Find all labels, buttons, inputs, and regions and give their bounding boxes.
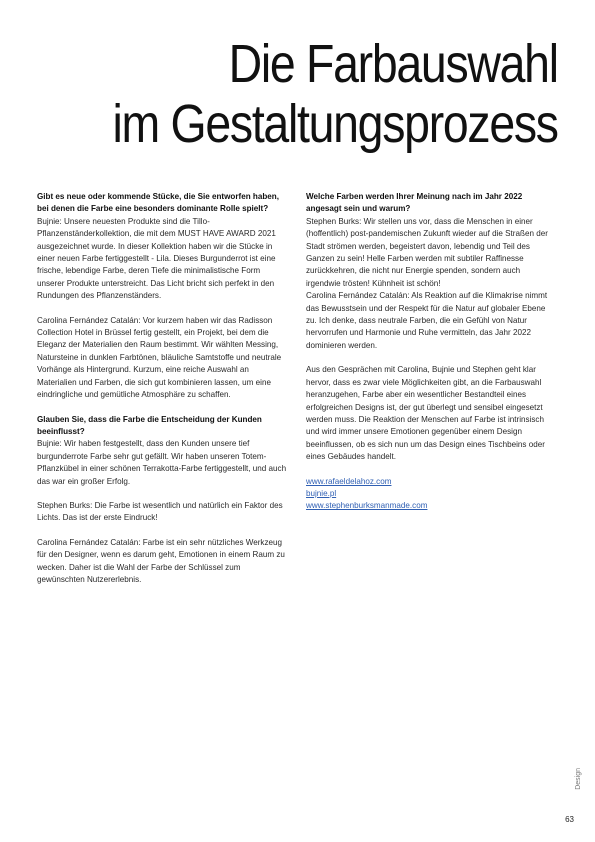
answer-carolina-2: Carolina Fernández Catalán: Farbe ist ein sehr nützliches Werkzeug für den Designer, wenn es darum geht, Emotionen in einem Raum zu wecken. Daher ist die Wahl der Farbe der Schlüssel zum gewünschten Nutzererlebnis. [37, 537, 285, 584]
summary-paragraph: Aus den Gesprächen mit Carolina, Bujnie und Stephen geht klar hervor, dass es zwar viele Möglichkeiten gibt, an die Farbauswahl heranzugehen, Farbe aber ein wesentlicher Bestandteil eines erfolgreichen Designs ist, der gut überlegt und sensibel eingesetzt werden muss. Die Reaktion der Menschen auf Farbe ist intrinsisch und wird immer unsere Emotionen gegenüber einem Design beeinflussen, ob es sich nun um das Design eines Tischbeins oder eines Gebäudes handelt. [306, 365, 545, 462]
answer-carolina-1: Carolina Fernández Catalán: Vor kurzem haben wir das Radisson Collection Hotel in Brüssel fertig gestellt, ein Projekt, bei dem die Eleganz der Materialien den Raum bestimmt. Wir wählten Messing, Natursteine in dunklen Farbtönen, bläuliche Samtstoffe und neutrale Vorhänge als Hintergrund. Kurzum, eine reiche Auswahl an Materialien und Farben, die sich gut kombinieren lassen, um eine eindringliche und gemütliche Atmosphäre zu schaffen. [37, 315, 282, 400]
link-rafaeldelahoz[interactable]: www.rafaeldelahoz.com [306, 476, 392, 486]
page-title [113, 34, 558, 154]
answer-bujnie-1: Bujnie: Unsere neuesten Produkte sind die Tillo-Pflanzenständerkollektion, die mit dem MUST HAVE AWARD 2021 ausgezeichnet wurde. In dieser Kollektion haben wir die Stücke in einer neuen Farbe fertiggestellt - Lila. Dieses Burgunderrot ist eine frische, lebendige Farbe, deren Tiefe die minimalistische Form unserer Produkte unterstreicht. Das Licht bricht sich perfekt in den Rundungen des Pflanzenständers. [37, 216, 276, 301]
question-3: Welche Farben werden Ihrer Meinung nach im Jahr 2022 angesagt sein und warum? [306, 192, 523, 214]
title-line-1: Die Farbauswahl [228, 34, 558, 94]
link-stephenburks[interactable]: www.stephenburksmanmade.com [306, 501, 428, 511]
right-column [306, 191, 556, 513]
link-bujnie[interactable]: bujnie.pl [306, 488, 337, 498]
page-number: 63 [565, 815, 574, 824]
answer-stephen-2: Stephen Burks: Die Farbe ist wesentlich und natürlich ein Faktor des Lichts. Das ist der erste Eindruck! [37, 500, 283, 523]
left-column [37, 191, 287, 586]
question-2: Glauben Sie, dass die Farbe die Entscheidung der Kunden beeinflusst? [37, 414, 262, 436]
title-line-2: im Gestaltungsprozess [112, 94, 558, 154]
answer-carolina-3: Carolina Fernández Catalán: Als Reaktion auf die Klimakrise nimmt das Bewusstsein und der Respekt für die Natur auf globaler Ebene zu. Ich denke, dass neutrale Farben, die ein Gefühl von Natur hervorrufen und Harmonie und Ruhe vermitteln, das Jahr 2022 dominieren werden. [306, 291, 548, 350]
question-1: Gibt es neue oder kommende Stücke, die Sie entworfen haben, bei denen die Farbe eine besonders dominante Rolle spielt? [37, 192, 279, 214]
answer-stephen-3: Stephen Burks: Wir stellen uns vor, dass die Menschen in einer (hoffentlich) post-pandemischen Zukunft wieder auf die Straßen der Stadt strömen werden, begeistert davon, lebendig und Teil des Ganzen zu sein! Helle Farben werden mit subtiler Raffinesse zurückkehren, die nicht nur Energie spenden, sondern auch irgendwie trösten! Kühnheit ist schön! [306, 216, 548, 288]
section-label: Design [575, 768, 582, 790]
answer-bujnie-2: Bujnie: Wir haben festgestellt, dass den Kunden unsere tief burgunderrote Farbe sehr gut gefällt. Wir haben unseren Totem-Pflanzkübel in einer schönen Terrakotta-Farbe fertiggestellt, und auch das war ein großer Erfolg. [37, 439, 287, 486]
